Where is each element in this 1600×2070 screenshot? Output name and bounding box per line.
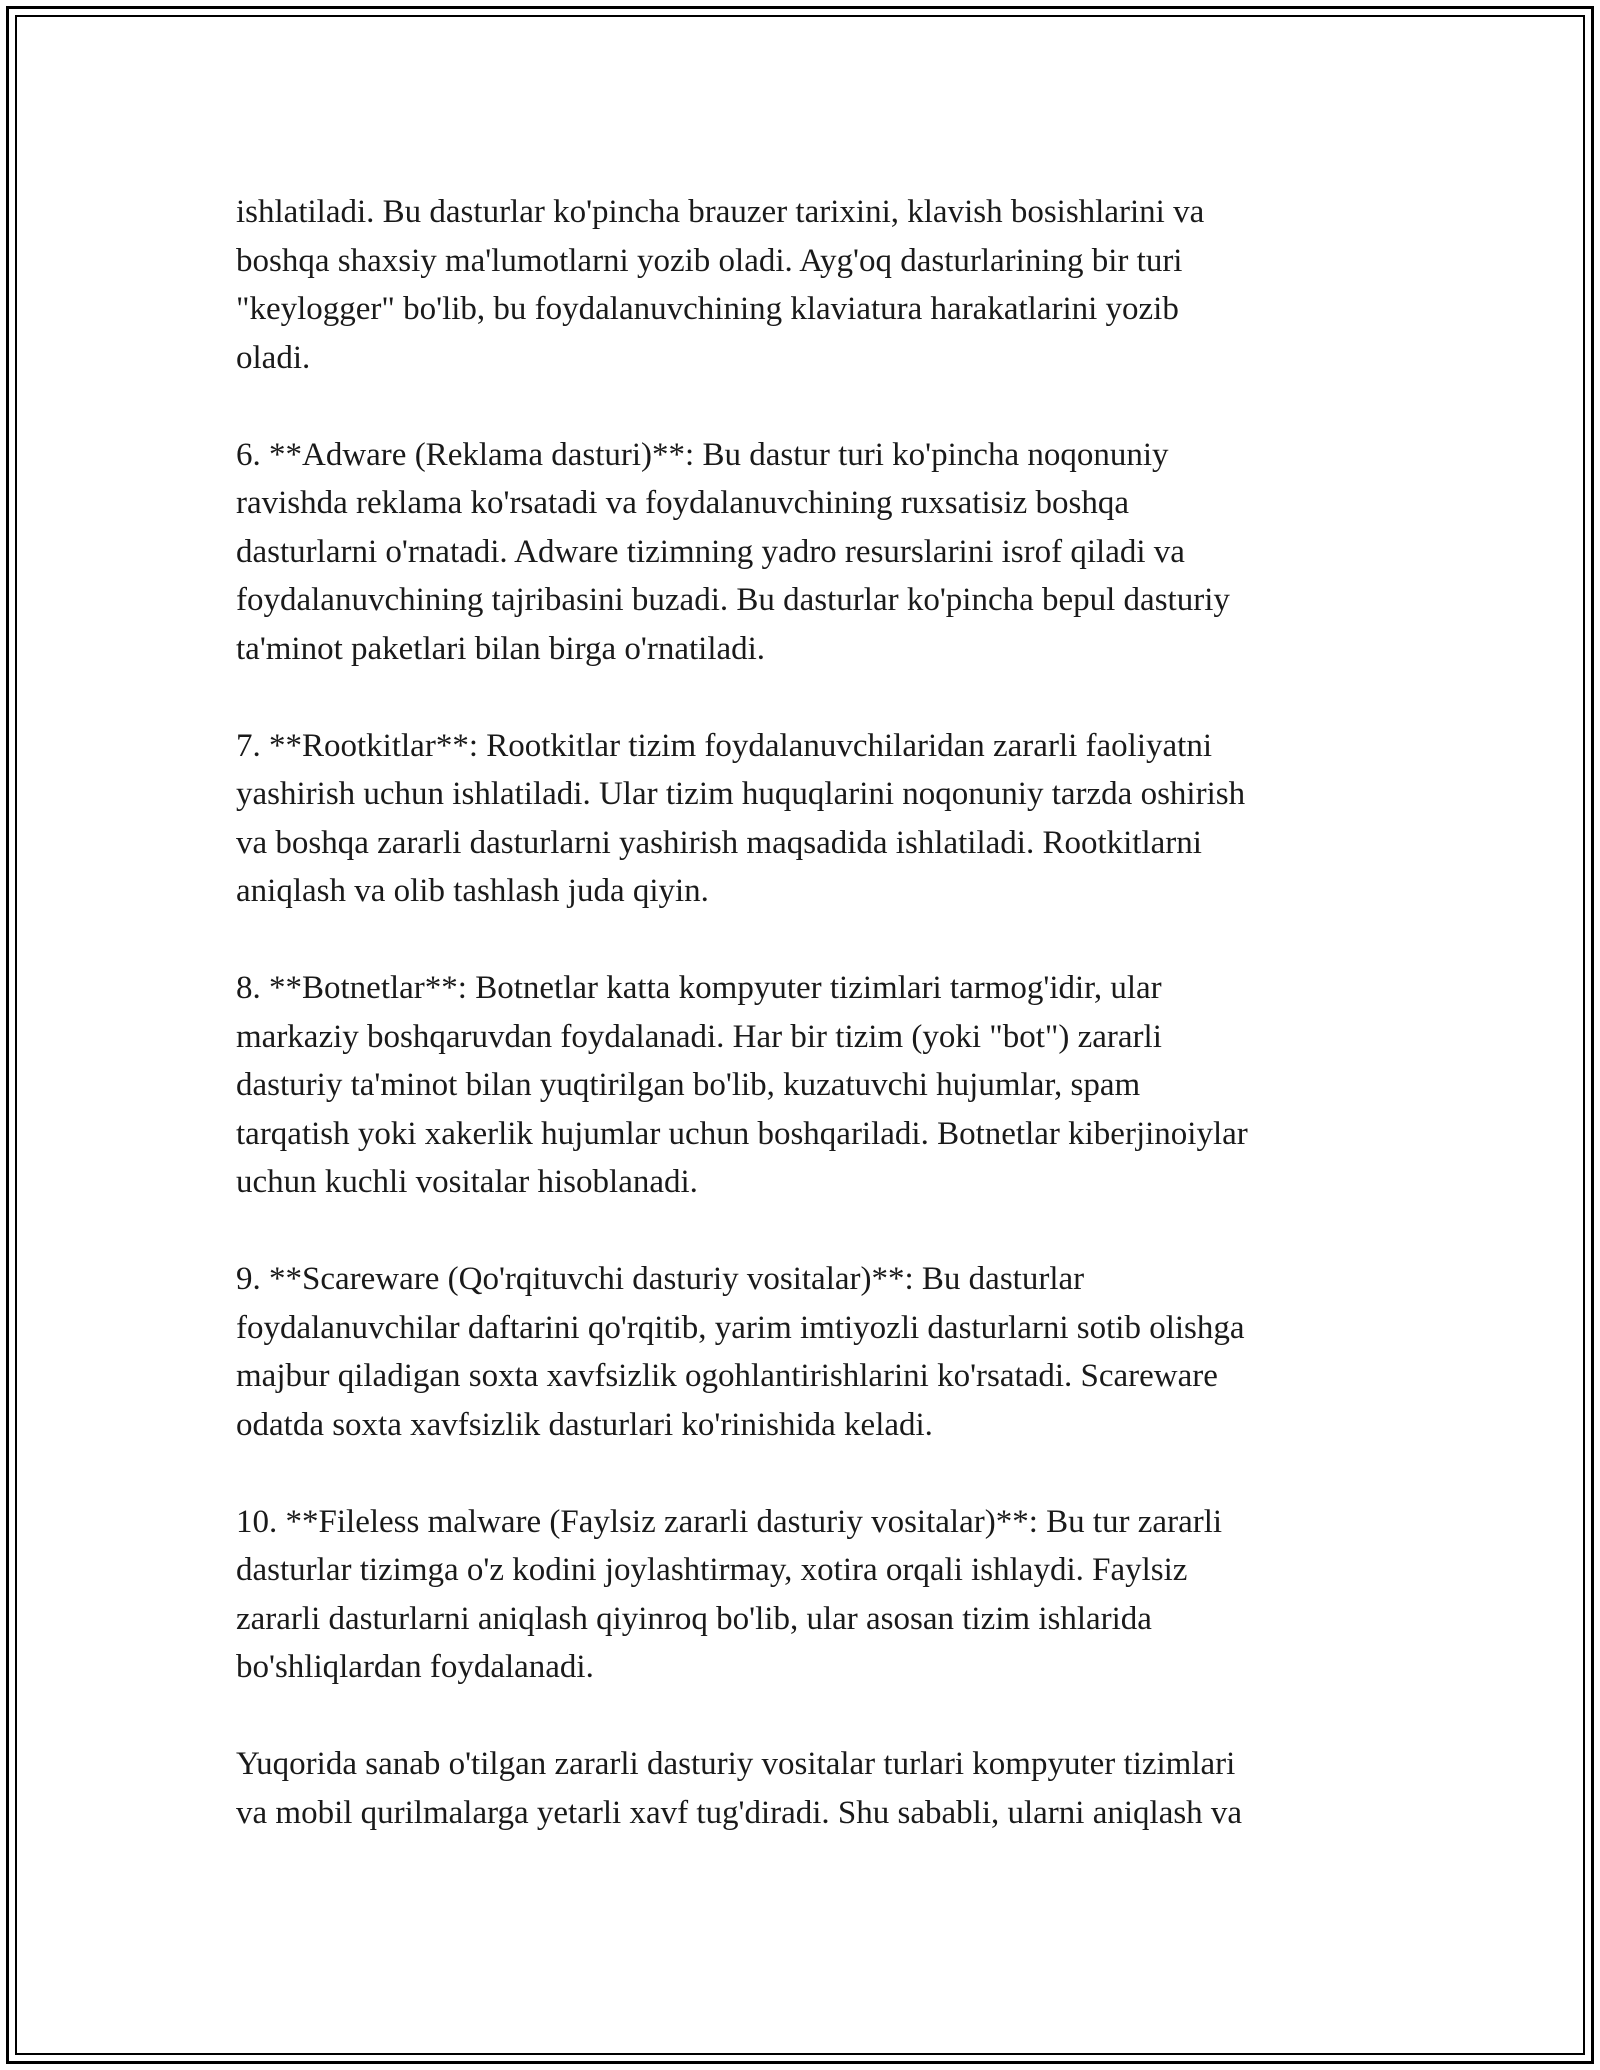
text-line: dasturlar tizimga o'z kodini joylashtirmay, xotira orqali ishlaydi. Faylsiz [236, 1552, 1188, 1588]
text-line: foydalanuvchilar daftarini qo'rqitib, yarim imtiyozli dasturlarni sotib olishga [236, 1309, 1245, 1346]
text-line: uchun kuchli vositalar hisoblanadi. [236, 1164, 698, 1200]
paragraph-botnets [236, 964, 1366, 1207]
paragraph-adware [236, 431, 1366, 674]
text-line: ravishda reklama ko'rsatadi va foydalanuvchining ruxsatisiz boshqa [236, 485, 1130, 521]
text-line: "keylogger" bo'lib, bu foydalanuvchining klaviatura harakatlarini yozib [236, 291, 1179, 327]
paragraph-scareware [236, 1255, 1366, 1449]
text-line: va mobil qurilmalarga yetarli xavf tug'diradi. Shu sababli, ularni aniqlash va [236, 1794, 1243, 1831]
text-line: 7. **Rootkitlar**: Rootkitlar tizim foydalanuvchilaridan zararli faoliyatni [236, 727, 1212, 764]
text-line: tarqatish yoki xakerlik hujumlar uchun boshqariladi. Botnetlar kiberjinoiylar [236, 1115, 1248, 1152]
paragraph-fileless-malware [236, 1498, 1366, 1692]
paragraph-rootkits [236, 722, 1366, 916]
text-line: oladi. [236, 339, 311, 376]
text-line: aniqlash va olib tashlash juda qiyin. [236, 873, 709, 909]
text-line: yashirish uchun ishlatiladi. Ular tizim huquqlarini noqonuniy tarzda oshirish [236, 776, 1246, 812]
text-line: dasturlarni o'rnatadi. Adware tizimning yadro resurslarini isrof qiladi va [236, 533, 1185, 570]
text-line: ishlatiladi. Bu dasturlar ko'pincha brauzer tarixini, klavish bosishlarini va [236, 194, 1205, 230]
text-line: dasturiy ta'minot bilan yuqtirilgan bo'lib, kuzatuvchi hujumlar, spam [236, 1067, 1141, 1103]
text-line: 9. **Scareware (Qo'rqituvchi dasturiy vositalar)**: Bu dasturlar [236, 1261, 1085, 1297]
text-line: majbur qiladigan soxta xavfsizlik ogohlantirishlarini ko'rsatadi. Scareware [236, 1358, 1218, 1394]
text-line: markaziy boshqaruvdan foydalanadi. Har bir tizim (yoki "bot") zararli [236, 1018, 1162, 1055]
text-line: bo'shliqlardan foydalanadi. [236, 1649, 594, 1685]
text-line: 6. **Adware (Reklama dasturi)**: Bu dastur turi ko'pincha noqonuniy [236, 436, 1169, 473]
text-line: Yuqorida sanab o'tilgan zararli dasturiy vositalar turlari kompyuter tizimlari [236, 1746, 1236, 1782]
text-line: ta'minot paketlari bilan birga o'rnatiladi. [236, 630, 766, 667]
text-line: va boshqa zararli dasturlarni yashirish maqsadida ishlatiladi. Rootkitlarni [236, 824, 1202, 861]
text-line: foydalanuvchining tajribasini buzadi. Bu dasturlar ko'pincha bepul dasturiy [236, 582, 1230, 618]
text-line: odatda soxta xavfsizlik dasturlari ko'rinishida keladi. [236, 1406, 933, 1443]
text-line: zararli dasturlarni aniqlash qiyinroq bo'lib, ular asosan tizim ishlarida [236, 1600, 1152, 1637]
text-line: 10. **Fileless malware (Faylsiz zararli dasturiy vositalar)**: Bu tur zararli [236, 1503, 1223, 1540]
document-body [236, 188, 1366, 1886]
text-line: boshqa shaxsiy ma'lumotlarni yozib oladi. Ayg'oq dasturlarining bir turi [236, 242, 1183, 279]
paragraph-conclusion [236, 1740, 1366, 1837]
paragraph-spyware-continued [236, 188, 1366, 382]
text-line: 8. **Botnetlar**: Botnetlar katta kompyuter tizimlari tarmog'idir, ular [236, 970, 1162, 1006]
